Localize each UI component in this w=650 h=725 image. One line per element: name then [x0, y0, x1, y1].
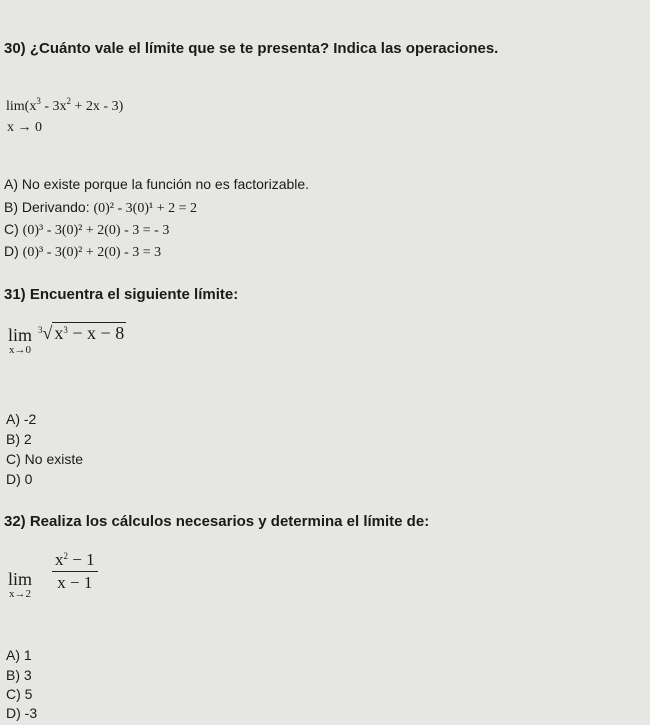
q32-fraction [52, 550, 98, 593]
q30-option-d-math: (0)³ - 3(0)² + 2(0) - 3 = 3 [22, 245, 162, 260]
q31-title: 31) Encuentra el siguiente límite: [4, 286, 239, 303]
q32-title: 32) Realiza los cálculos necesarios y determina el límite de: [4, 513, 430, 530]
q32-denominator: x − 1 [57, 573, 93, 592]
q30-option-b [4, 199, 197, 217]
q31-radicand-exp: 3 [63, 325, 68, 335]
q31-option-b: B) 2 [6, 431, 32, 447]
q31-root-index: 3 [38, 325, 43, 335]
q32-option-b: B) 3 [6, 667, 32, 683]
q32-num-x: x [55, 550, 64, 569]
q32-option-a: A) 1 [6, 647, 32, 663]
q31-cube-root [38, 323, 126, 344]
q32-num-rest: − 1 [68, 550, 95, 569]
q32-numerator [52, 550, 98, 572]
q30-option-c [4, 221, 169, 239]
q31-radicand-rest: − x − 8 [67, 323, 125, 343]
q30-option-d-label: D) [4, 243, 23, 259]
q30-option-c-label: C) [4, 221, 23, 237]
q31-radicand [52, 322, 126, 343]
q30-title: 30) ¿Cuánto vale el límite que se te presenta? Indica las operaciones. [4, 40, 499, 57]
q31-lim-word: lim [8, 325, 33, 345]
q32-option-d: D) -3 [6, 705, 38, 721]
q30-option-d [4, 243, 161, 261]
q30-expr-mid: - 3x [40, 99, 67, 114]
q30-option-b-label: B) Derivando: [4, 199, 94, 215]
q30-expr-open: (x [24, 99, 37, 114]
q32-option-c: C) 5 [6, 686, 33, 702]
q30-expr-rest: + 2x - 3) [71, 99, 124, 114]
q30-expression [6, 96, 123, 115]
q31-option-a: A) -2 [6, 411, 37, 427]
q30-option-b-math: (0)² - 3(0)¹ + 2 = 2 [93, 201, 197, 216]
q31-option-c: C) No existe [6, 451, 84, 467]
q30-exp-3: 3 [36, 96, 41, 106]
q30-option-a: A) No existe porque la función no es factorizable. [4, 176, 310, 192]
q31-limit [8, 326, 32, 356]
q30-exp-2: 2 [66, 96, 72, 106]
q32-lim-under: x→2 [9, 588, 31, 600]
q32-lim-word: lim [8, 569, 33, 589]
q30-approach: x → 0 [7, 120, 42, 135]
q32-limit [8, 570, 32, 600]
q32-num-exp: 2 [63, 551, 68, 561]
radical-icon: √ [42, 323, 53, 343]
q30-lim-word: lim [6, 99, 25, 114]
q31-lim-under: x→0 [9, 344, 31, 356]
q30-option-c-math: (0)³ - 3(0)² + 2(0) - 3 = - 3 [22, 223, 170, 238]
q31-option-d: D) 0 [6, 471, 33, 487]
q31-radicand-x: x [54, 323, 64, 343]
